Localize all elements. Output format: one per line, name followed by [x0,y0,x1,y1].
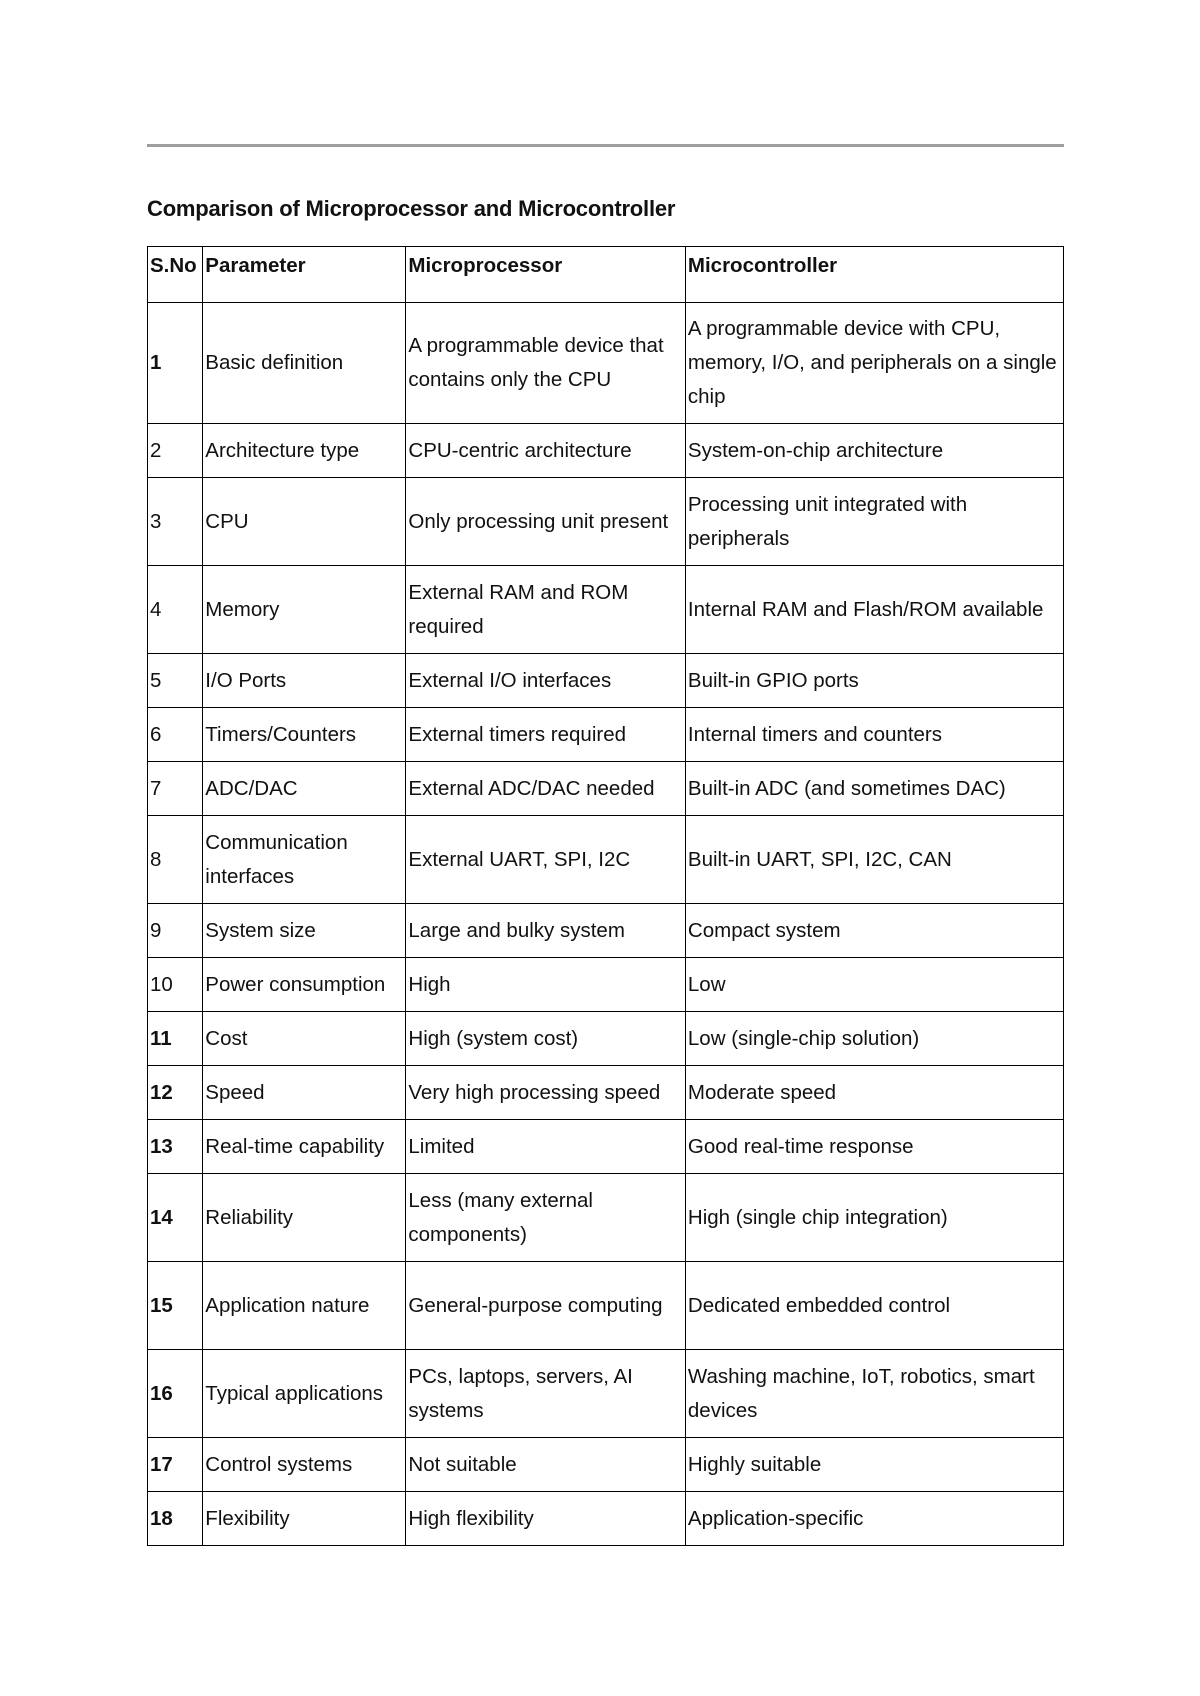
cell-microcontroller: Internal timers and counters [685,708,1063,762]
cell-sno: 1 [148,303,203,424]
cell-sno: 2 [148,424,203,478]
horizontal-rule [147,144,1064,147]
cell-microcontroller: Application-specific [685,1492,1063,1546]
cell-parameter: Flexibility [203,1492,406,1546]
table-row [148,478,1064,566]
cell-parameter: Cost [203,1012,406,1066]
cell-microcontroller: Washing machine, IoT, robotics, smart devices [685,1350,1063,1438]
cell-microcontroller: Processing unit integrated with peripherals [685,478,1063,566]
table-row [148,1262,1064,1350]
header-microcontroller: Microcontroller [685,247,1063,303]
cell-sno: 15 [148,1262,203,1350]
header-microprocessor: Microprocessor [406,247,686,303]
cell-sno: 16 [148,1350,203,1438]
cell-microprocessor: CPU-centric architecture [406,424,686,478]
cell-parameter: System size [203,904,406,958]
cell-sno: 17 [148,1438,203,1492]
cell-microcontroller: Built-in ADC (and sometimes DAC) [685,762,1063,816]
cell-microcontroller: Good real-time response [685,1120,1063,1174]
cell-parameter: CPU [203,478,406,566]
cell-microprocessor: High [406,958,686,1012]
cell-microcontroller: Moderate speed [685,1066,1063,1120]
cell-microcontroller: Low [685,958,1063,1012]
cell-parameter: Basic definition [203,303,406,424]
comparison-table [147,246,1064,1546]
table-row [148,1174,1064,1262]
cell-parameter: I/O Ports [203,654,406,708]
cell-parameter: Control systems [203,1438,406,1492]
cell-parameter: Speed [203,1066,406,1120]
cell-microprocessor: External ADC/DAC needed [406,762,686,816]
table-row [148,1066,1064,1120]
cell-microcontroller: Built-in GPIO ports [685,654,1063,708]
cell-microprocessor: PCs, laptops, servers, AI systems [406,1350,686,1438]
cell-microcontroller: System-on-chip architecture [685,424,1063,478]
cell-microprocessor: General-purpose computing [406,1262,686,1350]
cell-microcontroller: Highly suitable [685,1438,1063,1492]
cell-microprocessor: External timers required [406,708,686,762]
cell-microcontroller: High (single chip integration) [685,1174,1063,1262]
cell-microcontroller: Low (single-chip solution) [685,1012,1063,1066]
cell-microprocessor: A programmable device that contains only the CPU [406,303,686,424]
cell-parameter: ADC/DAC [203,762,406,816]
table-row [148,708,1064,762]
cell-sno: 8 [148,816,203,904]
table-header-row [148,247,1064,303]
document-title: Comparison of Microprocessor and Microcontroller [147,196,676,221]
cell-sno: 4 [148,566,203,654]
cell-microcontroller: Dedicated embedded control [685,1262,1063,1350]
cell-microprocessor: High (system cost) [406,1012,686,1066]
cell-sno: 11 [148,1012,203,1066]
table-row [148,1012,1064,1066]
header-sno: S.No [148,247,203,303]
cell-parameter: Application nature [203,1262,406,1350]
cell-parameter: Typical applications [203,1350,406,1438]
cell-microprocessor: Less (many external components) [406,1174,686,1262]
cell-parameter: Architecture type [203,424,406,478]
cell-parameter: Real-time capability [203,1120,406,1174]
cell-microprocessor: Not suitable [406,1438,686,1492]
cell-microprocessor: Limited [406,1120,686,1174]
cell-sno: 18 [148,1492,203,1546]
table-row [148,1350,1064,1438]
table-row [148,1120,1064,1174]
table-row [148,566,1064,654]
cell-parameter: Memory [203,566,406,654]
cell-microprocessor: High flexibility [406,1492,686,1546]
cell-parameter: Reliability [203,1174,406,1262]
cell-microprocessor: External UART, SPI, I2C [406,816,686,904]
header-parameter: Parameter [203,247,406,303]
cell-microprocessor: Large and bulky system [406,904,686,958]
cell-sno: 10 [148,958,203,1012]
cell-sno: 3 [148,478,203,566]
cell-sno: 7 [148,762,203,816]
cell-microprocessor: External I/O interfaces [406,654,686,708]
cell-microcontroller: A programmable device with CPU, memory, I/O, and peripherals on a single chip [685,303,1063,424]
cell-sno: 5 [148,654,203,708]
cell-microcontroller: Internal RAM and Flash/ROM available [685,566,1063,654]
cell-microprocessor: External RAM and ROM required [406,566,686,654]
cell-parameter: Communication interfaces [203,816,406,904]
table-row [148,958,1064,1012]
table-row [148,762,1064,816]
cell-microcontroller: Compact system [685,904,1063,958]
table-row [148,1492,1064,1546]
cell-microcontroller: Built-in UART, SPI, I2C, CAN [685,816,1063,904]
cell-sno: 12 [148,1066,203,1120]
cell-parameter: Power consumption [203,958,406,1012]
table-row [148,1438,1064,1492]
table-row [148,904,1064,958]
cell-sno: 13 [148,1120,203,1174]
table-row [148,816,1064,904]
cell-microprocessor: Very high processing speed [406,1066,686,1120]
table-row [148,424,1064,478]
cell-sno: 9 [148,904,203,958]
cell-parameter: Timers/Counters [203,708,406,762]
table-row [148,303,1064,424]
cell-sno: 14 [148,1174,203,1262]
cell-microprocessor: Only processing unit present [406,478,686,566]
table-row [148,654,1064,708]
cell-sno: 6 [148,708,203,762]
